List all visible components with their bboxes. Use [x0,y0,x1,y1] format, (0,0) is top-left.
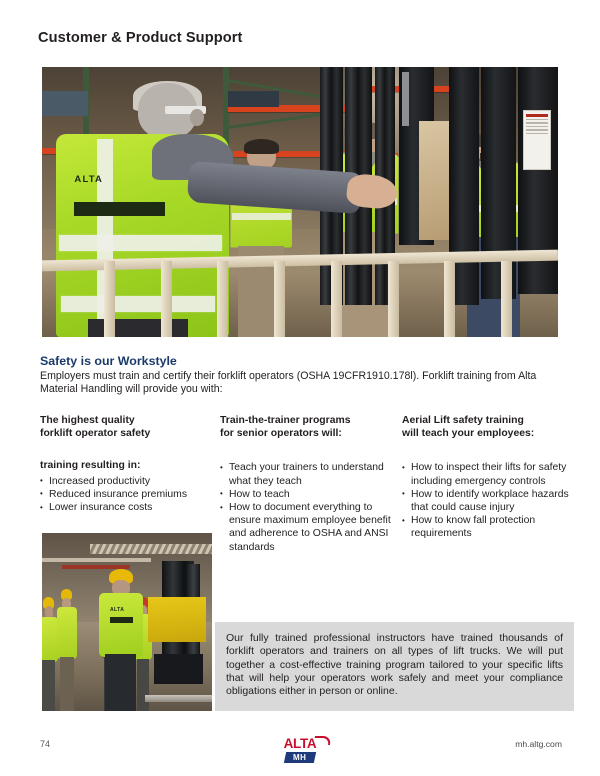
list-item: • How to teach [220,488,396,501]
column-heading-line-2: will teach your employees: [402,428,535,440]
section-heading: Safety is our Workstyle [40,354,177,368]
guard-rail-post [104,261,115,337]
instructor-figure [98,569,144,711]
callout-box [215,622,574,711]
vest-brand-subtext [74,202,165,216]
forklift-carriage [154,654,203,684]
page-number: 74 [40,739,51,749]
bullet-list [220,461,396,553]
guard-rail-post [444,261,455,337]
column-forklift-operator-safety [40,414,215,514]
column-subheading: training resulting in: [40,460,141,472]
mh-badge-label: MH [293,753,307,762]
vest-stripe-horizontal [59,235,222,250]
list-item: • Teach your trainers to understand what they teach [220,461,396,487]
list-item: • How to know fall protection requirements [402,514,574,540]
equipment-data-label [523,110,550,169]
column-heading-line-2: for senior operators will: [220,428,342,440]
column-heading [402,414,574,440]
instructor-ear [190,109,204,127]
list-item: • Increased productivity [40,475,215,488]
ceiling-truss [90,544,212,555]
forklift-fork [145,695,181,702]
footer-website-url: mh.altg.com [515,739,562,749]
callout-text: Our fully trained professional instructors have trained thousands of forklift operators and trainers on all types of lift trucks. We will put together a cost-effective training program tailored to your specific lifts that will help your operators work safely and meet your compliance obligations either in person or online. [226,632,563,698]
guard-rail-post [388,261,399,337]
column-heading-line-1: The highest quality [40,415,135,426]
instructor-hi-vis-vest [99,593,143,657]
guard-rail-post [331,261,342,337]
cardboard-panel [419,121,451,240]
hero-scene [42,67,558,337]
column-train-the-trainer [220,414,396,554]
list-item: • Lower insurance costs [40,501,215,514]
section-intro: Employers must train and certify their forklift operators (OSHA 19CFR1910.178l). Forklift training from Alta Material Handling will provide you with: [40,370,537,396]
trainee-pants [60,657,74,711]
column-heading-line-1: Aerial Lift safety training [402,415,524,426]
list-item: • How to document everything to ensure maximum employee benefit and adherence to OSHA and ANSI standards [220,501,396,554]
column-heading [40,414,215,440]
bullet-list [402,461,574,540]
forklift [141,561,212,711]
bullet-list [40,475,215,515]
mh-division-badge [284,752,316,763]
hi-vis-vest [57,607,77,658]
guard-rail-post [217,261,228,337]
trainee-pants [42,660,55,711]
list-item: • How to inspect their lifts for safety including emergency controls [402,461,574,487]
vest-brand-text: ALTA [74,173,104,185]
forklift-fork [179,695,212,702]
trainee [57,589,77,711]
trainee [42,597,58,711]
vest-brand-subtext [110,617,133,623]
vest-brand-text: ALTA [110,607,125,614]
guard-rail-post [501,261,512,337]
guard-rail-post [274,261,285,337]
list-item: • How to identify workplace hazards that could cause injury [402,488,574,514]
column-heading-line-1: Train-the-trainer programs [220,415,351,426]
guard-rail-post [161,261,172,337]
forklift-body [148,597,206,642]
column-heading [220,414,396,440]
list-item: • Reduced insurance premiums [40,488,215,501]
column-heading-line-2: forklift operator safety [40,428,151,440]
alta-mh-logo [269,737,331,765]
page-title: Customer & Product Support [38,30,243,46]
hero-photo [42,67,558,337]
column-aerial-lift-safety [402,414,574,541]
training-group-photo [42,533,212,711]
instructor-pants [105,654,135,711]
hydraulic-cylinder [402,72,409,126]
alta-wordmark: ALTA [283,736,317,751]
vest-stripe-horizontal [61,296,215,311]
overhead-pipe [42,558,151,562]
hi-vis-vest [42,617,58,662]
